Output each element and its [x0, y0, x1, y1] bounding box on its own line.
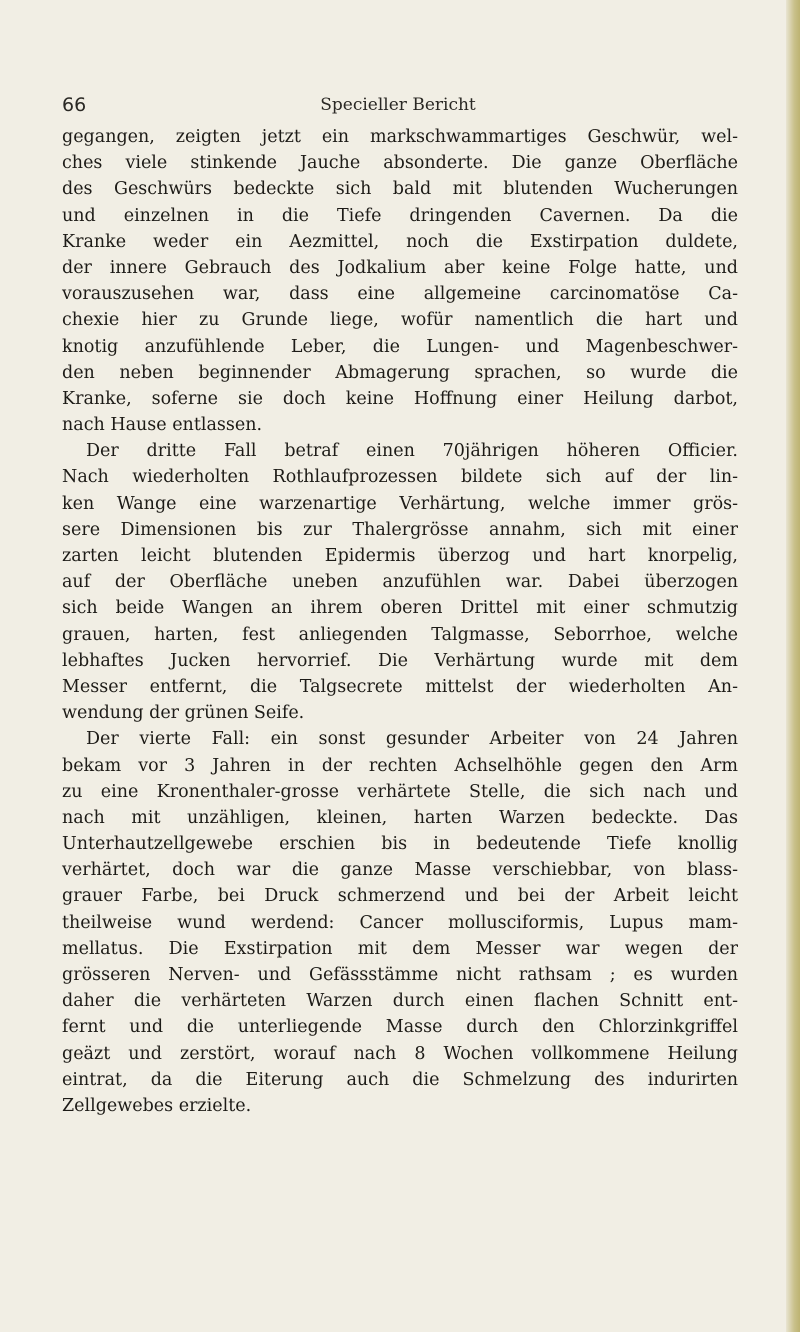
text-line: vorauszusehen war, dass eine allgemeine carcinomatöse Ca- — [62, 284, 738, 305]
paragraph-start-line: Der vierte Fall: ein sonst gesunder Arbeiter von 24 Jahren — [86, 729, 738, 750]
text-line: chexie hier zu Grunde liege, wofür namentlich die hart und — [62, 310, 738, 331]
text-line: geäzt und zerstört, worauf nach 8 Wochen vollkommene Heilung — [62, 1043, 738, 1064]
text-line: grauer Farbe, bei Druck schmerzend und bei der Arbeit leicht — [62, 886, 738, 907]
text-line: theilweise wund werdend: Cancer mollusciformis, Lupus mam- — [62, 912, 738, 933]
text-line: knotig anzufühlende Leber, die Lungen- und Magenbeschwer- — [62, 336, 738, 357]
text-line: den neben beginnender Abmagerung sprachen, so wurde die — [62, 362, 738, 383]
text-line: Nach wiederholten Rothlaufprozessen bildete sich auf der lin- — [62, 467, 738, 488]
text-line: der innere Gebrauch des Jodkalium aber keine Folge hatte, und — [62, 257, 738, 278]
text-line: daher die verhärteten Warzen durch einen flachen Schnitt ent- — [62, 991, 738, 1012]
paragraph-start-line: Der dritte Fall betraf einen 70jährigen höheren Officier. — [86, 441, 738, 462]
text-line: und einzelnen in die Tiefe dringenden Cavernen. Da die — [62, 205, 738, 226]
paragraph-end-line: Zellgewebes erzielte. — [62, 1095, 252, 1116]
paragraph-end-line: nach Hause entlassen. — [62, 415, 263, 436]
text-line: verhärtet, doch war die ganze Masse verschiebbar, von blass- — [62, 860, 738, 881]
body-text — [62, 124, 738, 1119]
running-title: Specieller Bericht — [320, 95, 476, 115]
text-line: zarten leicht blutenden Epidermis überzog und hart knorpelig, — [62, 546, 738, 566]
text-line: grauen, harten, fest anliegenden Talgmasse, Seborrhoe, welche — [62, 624, 738, 645]
text-line: grösseren Nerven- und Gefässstämme nicht rathsam ; es wurden — [62, 965, 738, 985]
text-line: sere Dimensionen bis zur Thalergrösse annahm, sich mit einer — [62, 519, 738, 540]
text-line: zu eine Kronenthaler-grosse verhärtete Stelle, die sich nach und — [62, 781, 738, 802]
text-line: mellatus. Die Exstirpation mit dem Messer war wegen der — [62, 938, 738, 959]
text-line: gegangen, zeigten jetzt ein markschwammartiges Geschwür, wel- — [62, 127, 738, 147]
text-line: auf der Oberfläche uneben anzufühlen war. Dabei überzogen — [62, 572, 738, 593]
text-line: Kranke weder ein Aezmittel, noch die Exstirpation duldete, — [62, 231, 738, 252]
text-line: des Geschwürs bedeckte sich bald mit blutenden Wucherungen — [62, 179, 738, 200]
text-line: fernt und die unterliegende Masse durch den Chlorzinkgriffel — [62, 1017, 738, 1038]
text-line: ken Wange eine warzenartige Verhärtung, welche immer grös- — [62, 493, 738, 514]
text-line: eintrat, da die Eiterung auch die Schmelzung des indurirten — [62, 1069, 738, 1090]
text-line: ches viele stinkende Jauche absonderte. Die ganze Oberfläche — [62, 153, 738, 174]
text-line: lebhaftes Jucken hervorrief. Die Verhärtung wurde mit dem — [62, 650, 738, 671]
page-number: 66 — [62, 94, 87, 116]
text-line: Messer entfernt, die Talgsecrete mittelst der wiederholten An- — [62, 676, 738, 697]
running-head — [62, 94, 734, 118]
text-line: nach mit unzähligen, kleinen, harten Warzen bedeckte. Das — [62, 807, 738, 828]
page-binding-edge — [786, 0, 800, 1332]
text-line: bekam vor 3 Jahren in der rechten Achselhöhle gegen den Arm — [62, 755, 738, 776]
text-line: sich beide Wangen an ihrem oberen Drittel mit einer schmutzig — [62, 598, 738, 619]
paragraph-end-line: wendung der grünen Seife. — [62, 703, 305, 724]
text-line: Unterhautzellgewebe erschien bis in bedeutende Tiefe knollig — [62, 834, 738, 855]
text-line: Kranke, soferne sie doch keine Hoffnung einer Heilung darbot, — [62, 388, 738, 409]
